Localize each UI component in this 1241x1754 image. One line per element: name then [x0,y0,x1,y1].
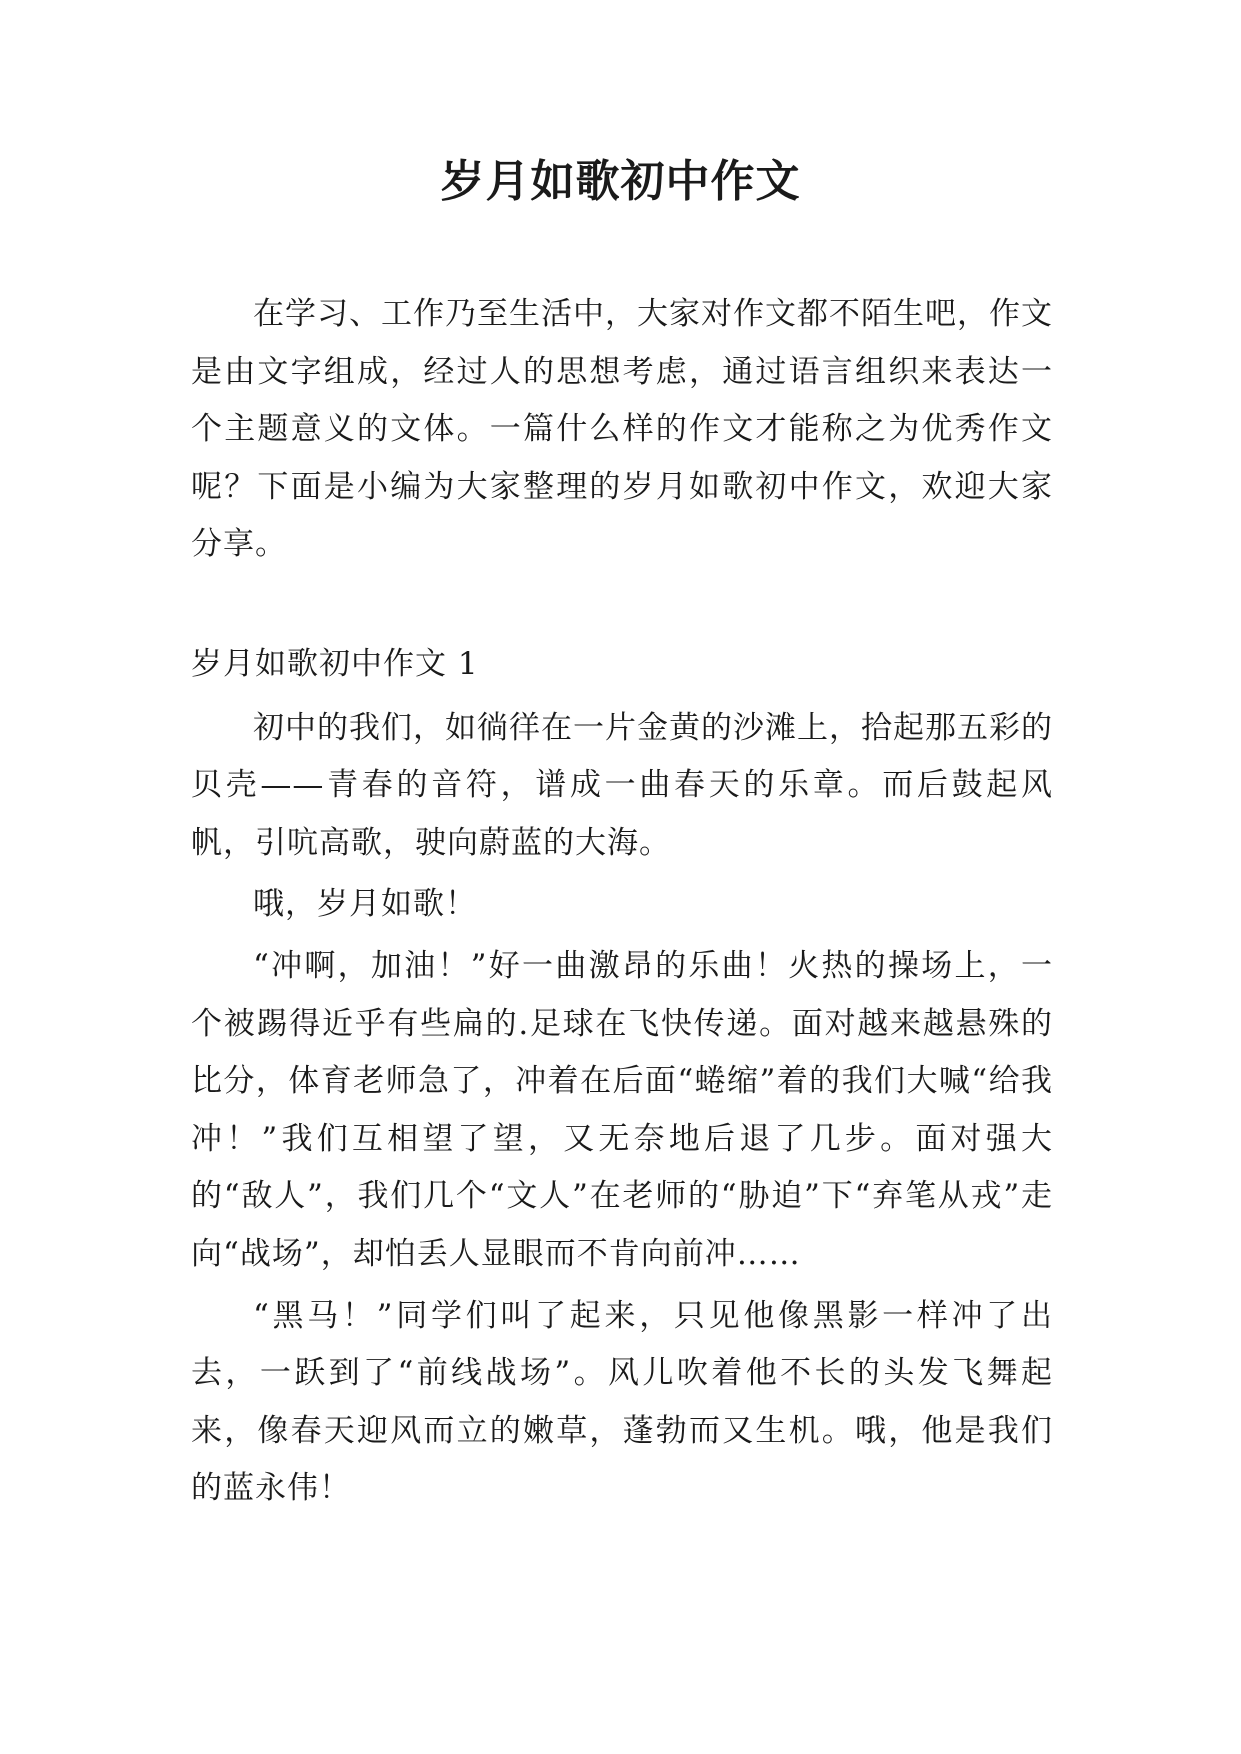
document-body [191,286,1053,1518]
document-title: 岁月如歌初中作文 [440,156,801,207]
body-paragraph: “黑马！”同学们叫了起来，只见他像黑影一样冲了出去，一跃到了“前线战场”。风儿吹着他不长的头发飞舞起来，像春天迎风而立的嫩草，蓬勃而又生机。哦，他是我们的蓝永伟！ [191,1297,1053,1507]
body-paragraph: 初中的我们，如徜徉在一片金黄的沙滩上，拾起那五彩的贝壳——青春的音符，谱成一曲春天的乐章。而后鼓起风帆，引吭高歌，驶向蔚蓝的大海。 [191,709,1053,861]
spacer [191,574,1053,636]
body-paragraph: “冲啊，加油！”好一曲激昂的乐曲！火热的操场上，一个被踢得近乎有些扁的.足球在飞快传递。面对越来越悬殊的比分，体育老师急了，冲着在后面“蜷缩”着的我们大喊“给我冲！”我们互相望了望，又无奈地后退了几步。面对强大的“敌人”，我们几个“文人”在老师的“胁迫”下“弃笔从戎”走向“战场”，却怕丢人显眼而不肯向前冲…… [191,947,1053,1272]
intro-paragraph: 在学习、工作乃至生活中，大家对作文都不陌生吧，作文是由文字组成，经过人的思想考虑，通过语言组织来表达一个主题意义的文体。一篇什么样的作文才能称之为优秀作文呢？下面是小编为大家整理的岁月如歌初中作文，欢迎大家分享。 [191,296,1053,563]
body-paragraph: 哦，岁月如歌！ [253,886,477,923]
section-heading: 岁月如歌初中作文 1 [191,645,479,682]
